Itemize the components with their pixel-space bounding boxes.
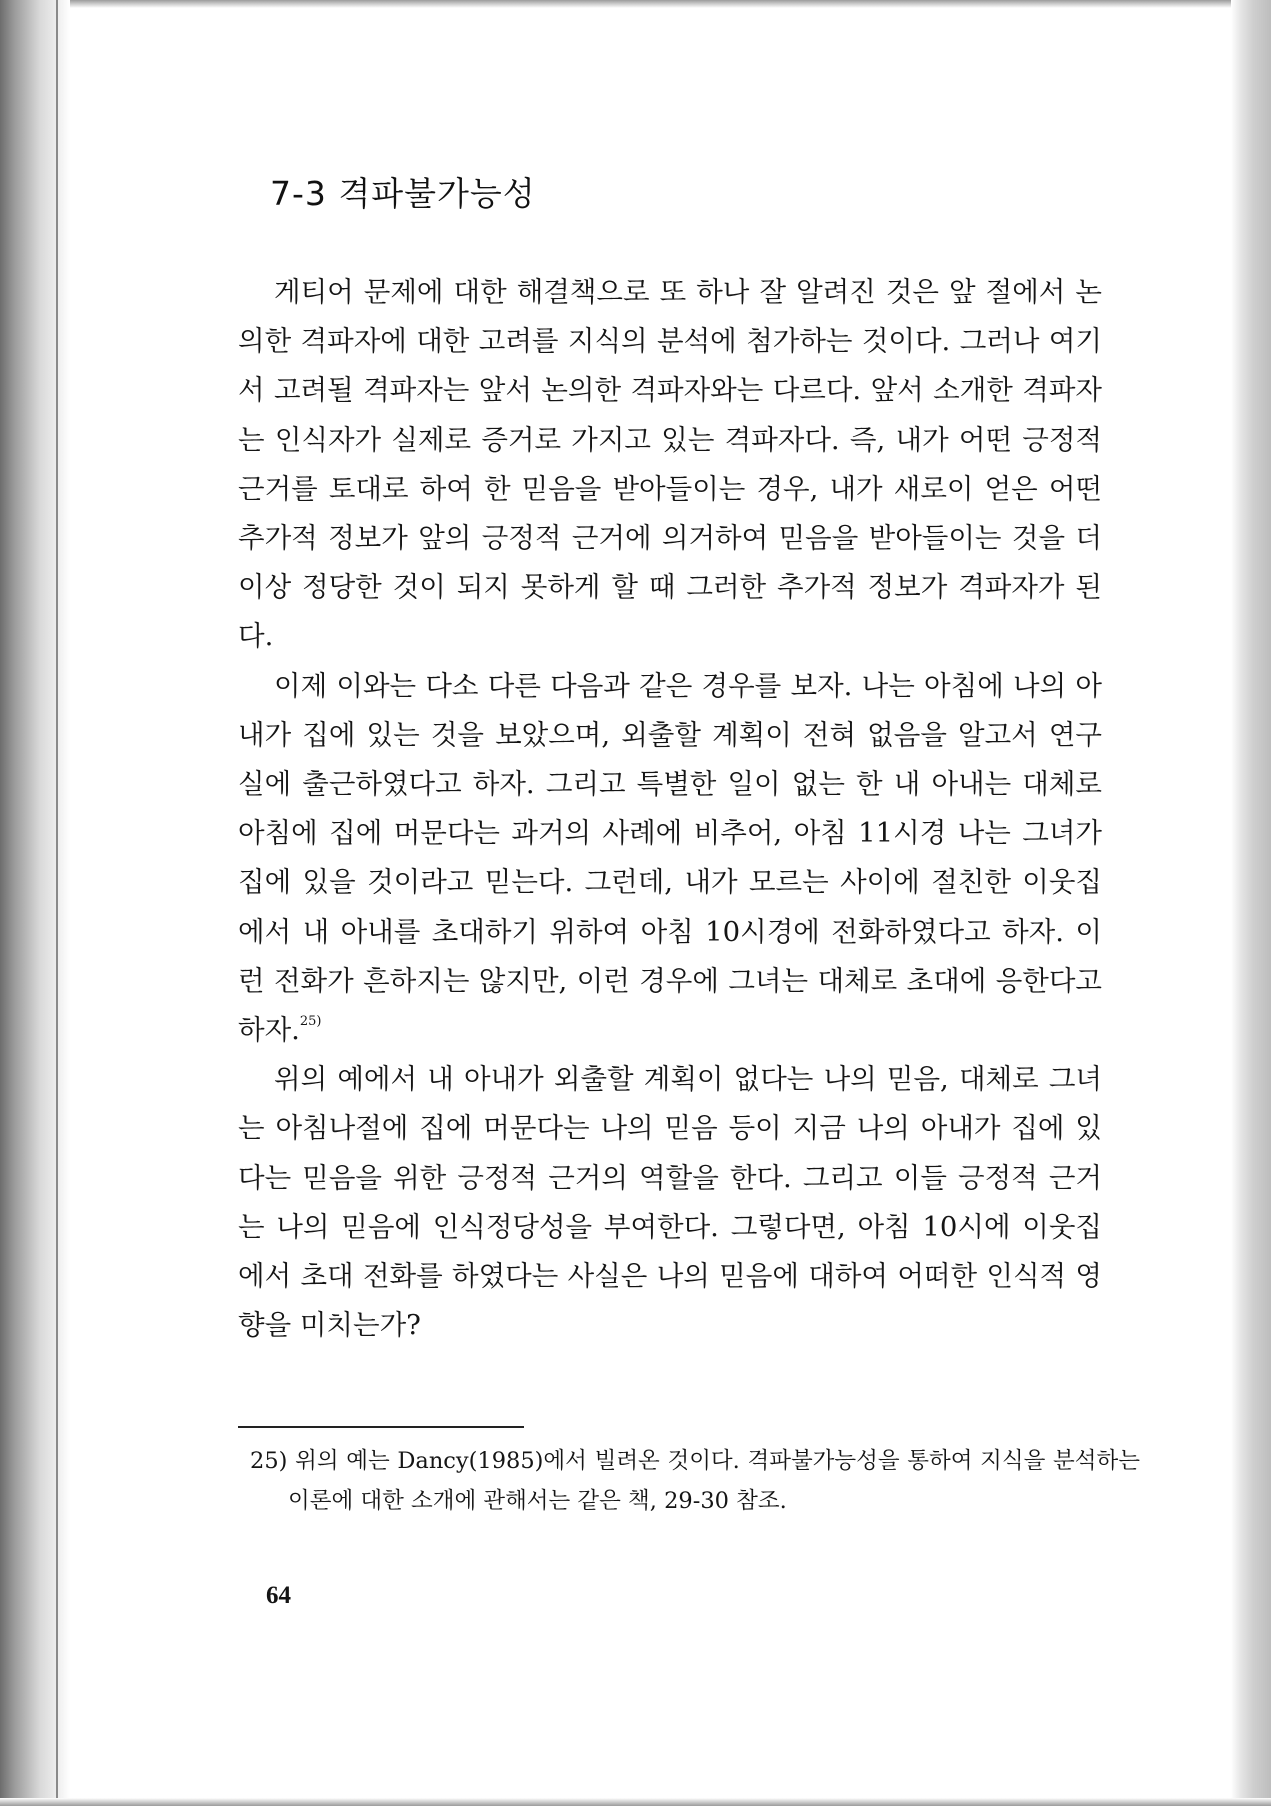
paragraph <box>238 662 1102 1056</box>
paragraph: 게티어 문제에 대한 해결책으로 또 하나 잘 알려진 것은 앞 절에서 논의한 격파자에 대한 고려를 지식의 분석에 첨가하는 것이다. 그러나 여기서 고려될 격파자는 앞서 논의한 격파자와는 다르다. 앞서 소개한 격파자는 인식자가 실제로 증거로 가지고 있는 격파자다. 즉, 내가 어떤 긍정적 근거를 토대로 하여 한 믿음을 받아들이는 경우, 내가 새로이 얻은 어떤 추가적 정보가 앞의 긍정적 근거에 의거하여 믿음을 받아들이는 것을 더 이상 정당한 것이 되지 못하게 할 때 그러한 추가적 정보가 격파자가 된다. <box>238 276 1102 653</box>
page-number: 64 <box>266 1582 291 1609</box>
paragraph-text: 이제 이와는 다소 다른 다음과 같은 경우를 보자. 나는 아침에 나의 아내가 집에 있는 것을 보았으며, 외출할 계획이 전혀 없음을 알고서 연구실에 출근하였다고 하자. 그리고 특별한 일이 없는 한 내 아내는 대체로 아침에 집에 머문다는 과거의 사례에 비추어, 아침 11시경 나는 그녀가 집에 있을 것이라고 믿는다. 그런데, 내가 모르는 사이에 절친한 이웃집에서 내 아내를 초대하기 위하여 아침 10시경에 전화하였다고 하자. 이런 전화가 흔하지는 않지만, 이런 경우에 그녀는 대체로 초대에 응한다고 하자. <box>238 669 1102 1047</box>
page-top-edge <box>0 0 1271 8</box>
body-text <box>238 268 1102 1350</box>
paragraph: 위의 예에서 내 아내가 외출할 계획이 없다는 나의 믿음, 대체로 그녀는 아침나절에 집에 머문다는 나의 믿음 등이 지금 나의 아내가 집에 있다는 믿음을 위한 긍정적 근거의 역할을 한다. 그리고 이들 긍정적 근거는 나의 믿음에 인식정당성을 부여한다. 그렇다면, 아침 10시에 이웃집에서 초대 전화를 하였다는 사실은 나의 믿음에 대하여 어떠한 인식적 영향을 미치는가? <box>238 1063 1103 1342</box>
footnote-reference: 25) <box>299 1014 322 1030</box>
footnote: 25) 위의 예는 Dancy(1985)에서 빌려온 것이다. 격파불가능성을 통하여 지식을 분석하는 이론에 대한 소개에 관해서는 같은 책, 29-30 참조. <box>250 1448 1140 1514</box>
page-bottom-edge <box>0 1798 1271 1806</box>
section-heading: 7-3 격파불가능성 <box>270 174 536 213</box>
book-spine-shadow <box>0 0 70 1806</box>
page-stack-edge <box>1231 0 1271 1806</box>
footnote-divider <box>238 1426 524 1428</box>
page-left-border <box>56 0 58 1806</box>
